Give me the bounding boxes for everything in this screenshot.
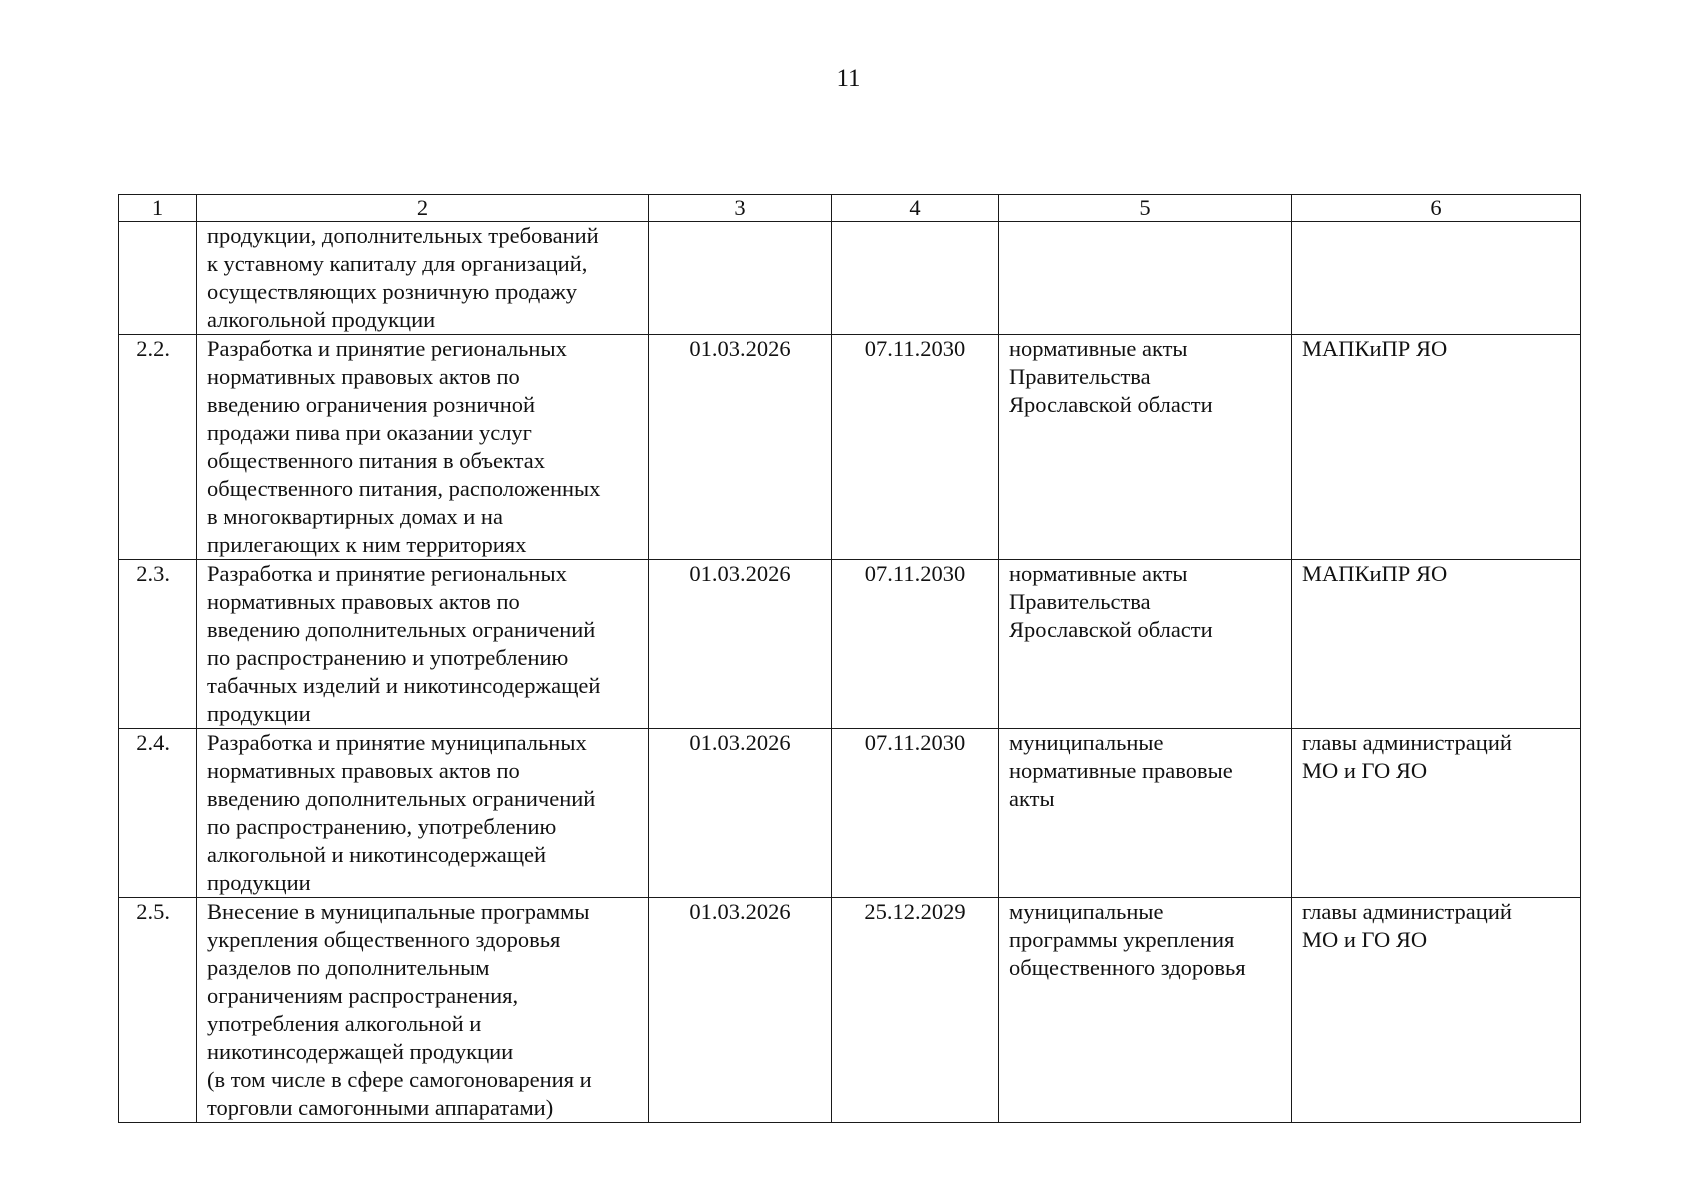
row-end-date: 07.11.2030	[832, 560, 999, 729]
row-number: 2.3.	[119, 560, 197, 729]
row-description: продукции, дополнительных требований к уставному капиталу для организаций, осуществляющих розничную продажу алкогольной продукции	[197, 222, 649, 335]
column-header: 5	[999, 195, 1292, 222]
row-end-date: 07.11.2030	[832, 729, 999, 898]
row-start-date	[649, 222, 832, 335]
column-header: 4	[832, 195, 999, 222]
row-number	[119, 222, 197, 335]
row-result: нормативные акты Правительства Ярославской области	[999, 335, 1292, 560]
column-header: 1	[119, 195, 197, 222]
table-row	[119, 898, 1581, 1123]
row-responsible: МАПКиПР ЯО	[1292, 560, 1581, 729]
row-number: 2.4.	[119, 729, 197, 898]
table-row	[119, 222, 1581, 335]
row-description: Внесение в муниципальные программы укрепления общественного здоровья разделов по дополнительным ограничениям распространения, употребления алкогольной и никотинсодержащей продукции (в том числе в сфере самогоноварения и торговли самогонными аппаратами)	[197, 898, 649, 1123]
row-responsible: главы администраций МО и ГО ЯО	[1292, 898, 1581, 1123]
row-start-date: 01.03.2026	[649, 335, 832, 560]
column-header: 3	[649, 195, 832, 222]
row-result: муниципальные нормативные правовые акты	[999, 729, 1292, 898]
row-result	[999, 222, 1292, 335]
row-description: Разработка и принятие региональных нормативных правовых актов по введению ограничения розничной продажи пива при оказании услуг общественного питания в объектах общественного питания, расположенных в многоквартирных домах и на прилегающих к ним территориях	[197, 335, 649, 560]
row-start-date: 01.03.2026	[649, 729, 832, 898]
row-description: Разработка и принятие региональных нормативных правовых актов по введению дополнительных ограничений по распространению и употреблению табачных изделий и никотинсодержащей продукции	[197, 560, 649, 729]
row-start-date: 01.03.2026	[649, 898, 832, 1123]
column-header: 6	[1292, 195, 1581, 222]
row-start-date: 01.03.2026	[649, 560, 832, 729]
row-responsible	[1292, 222, 1581, 335]
page-number: 11	[836, 65, 861, 92]
row-responsible: МАПКиПР ЯО	[1292, 335, 1581, 560]
table-header-row	[119, 195, 1581, 222]
table-row	[119, 335, 1581, 560]
row-number: 2.2.	[119, 335, 197, 560]
plan-table	[118, 194, 1581, 1123]
row-result: нормативные акты Правительства Ярославской области	[999, 560, 1292, 729]
row-number: 2.5.	[119, 898, 197, 1123]
row-description: Разработка и принятие муниципальных нормативных правовых актов по введению дополнительных ограничений по распространению, употреблению алкогольной и никотинсодержащей продукции	[197, 729, 649, 898]
row-result: муниципальные программы укрепления общественного здоровья	[999, 898, 1292, 1123]
row-end-date: 07.11.2030	[832, 335, 999, 560]
table-row	[119, 729, 1581, 898]
column-header: 2	[197, 195, 649, 222]
table-row	[119, 560, 1581, 729]
row-responsible: главы администраций МО и ГО ЯО	[1292, 729, 1581, 898]
row-end-date: 25.12.2029	[832, 898, 999, 1123]
row-end-date	[832, 222, 999, 335]
